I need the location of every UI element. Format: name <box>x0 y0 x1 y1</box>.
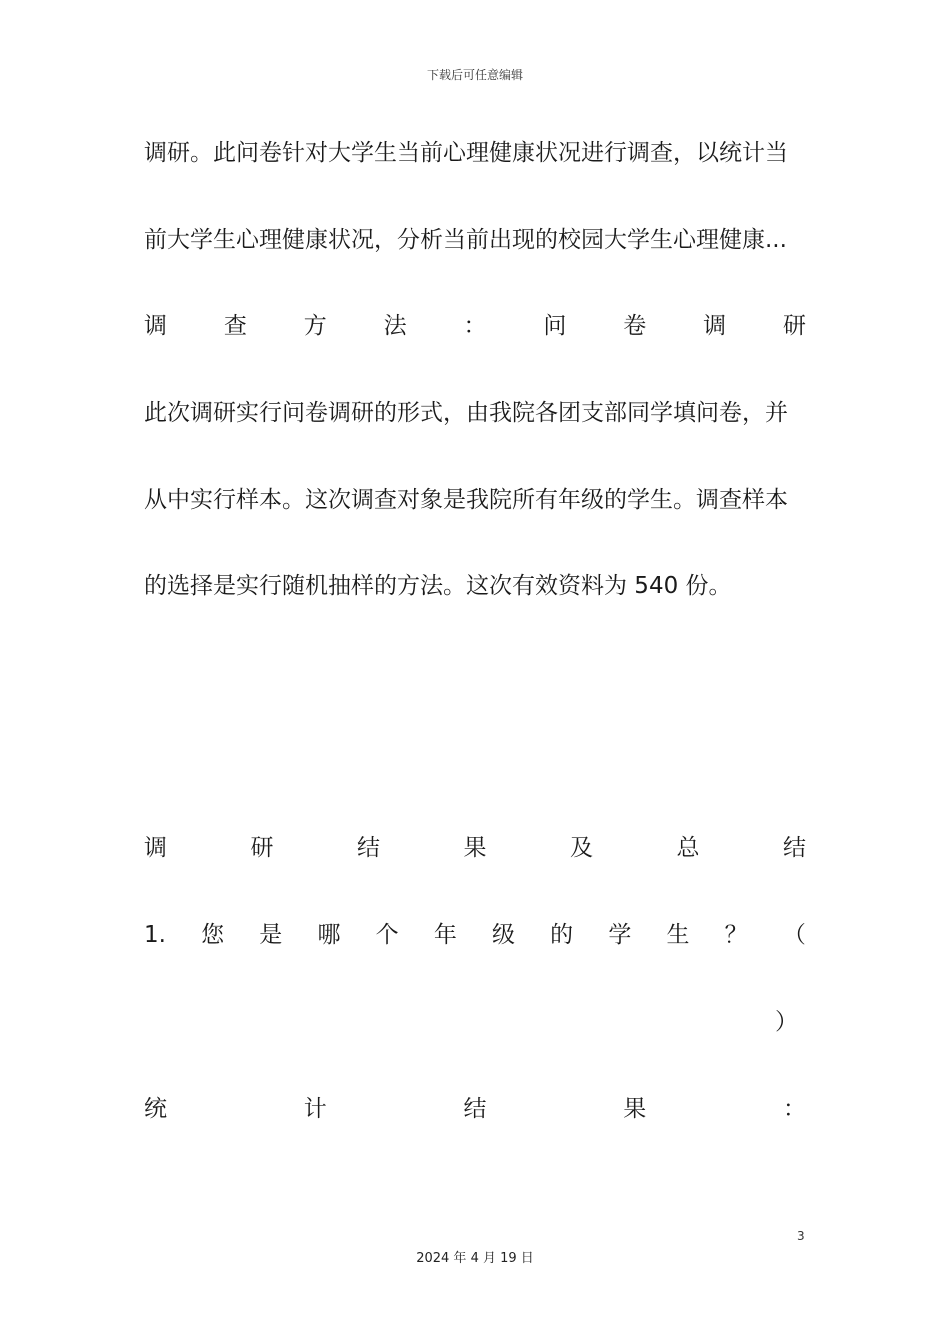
text-line-6: 的选择是实行随机抽样的方法。这次有效资料为 540 份。 <box>144 573 732 599</box>
char: 果 <box>623 1096 647 1122</box>
char: 统 <box>144 1096 167 1122</box>
char: 调 <box>144 835 167 861</box>
char: 果 <box>463 835 487 861</box>
char: 结 <box>357 835 380 861</box>
char: 结 <box>463 1096 487 1122</box>
char: 哪 <box>317 922 341 948</box>
char: ： <box>783 1096 806 1122</box>
char: 学 <box>608 922 632 948</box>
char: 问 <box>543 313 567 339</box>
char: 是 <box>259 922 283 948</box>
char: 调 <box>144 313 167 339</box>
char: 生 <box>666 922 690 948</box>
char: 级 <box>491 922 515 948</box>
text-line-5: 从中实行样本。这次调查对象是我院所有年级的学生。调查样本 <box>144 487 788 513</box>
char: ？ <box>724 922 748 948</box>
text-line-2: 前大学生心理健康状况，分析当前出现的校园大学生心理健康... <box>144 227 787 253</box>
char: 个 <box>375 922 399 948</box>
char: 总 <box>676 835 700 861</box>
char: 方 <box>303 313 327 339</box>
section-heading-results <box>144 832 806 864</box>
char: 调 <box>703 313 727 339</box>
char: 研 <box>783 313 806 339</box>
text-line-4: 此次调研实行问卷调研的形式，由我院各团支部同学填问卷，并 <box>144 400 788 426</box>
char: 1. <box>144 922 166 948</box>
text-line-1: 调研。此问卷针对大学生当前心理健康状况进行调查，以统计当 <box>144 140 788 166</box>
page-number: 3 <box>797 1229 805 1243</box>
page-header: 下载后可任意编辑 <box>426 68 523 82</box>
char: 年 <box>433 922 457 948</box>
char: 查 <box>223 313 247 339</box>
question-1-close-paren: ） <box>775 1009 798 1035</box>
question-1 <box>144 919 806 951</box>
char: 卷 <box>623 313 647 339</box>
statistics-results-label <box>144 1093 806 1125</box>
char: 计 <box>303 1096 327 1122</box>
char: （ <box>782 922 806 948</box>
char: 您 <box>201 922 225 948</box>
char: 研 <box>250 835 274 861</box>
page-footer-date: 2024 年 4 月 19 日 <box>416 1251 534 1266</box>
char: ： <box>463 313 487 339</box>
char: 结 <box>783 835 806 861</box>
char: 的 <box>550 922 574 948</box>
char: 及 <box>570 835 593 861</box>
text-line-survey-method <box>144 310 806 342</box>
char: 法 <box>383 313 407 339</box>
